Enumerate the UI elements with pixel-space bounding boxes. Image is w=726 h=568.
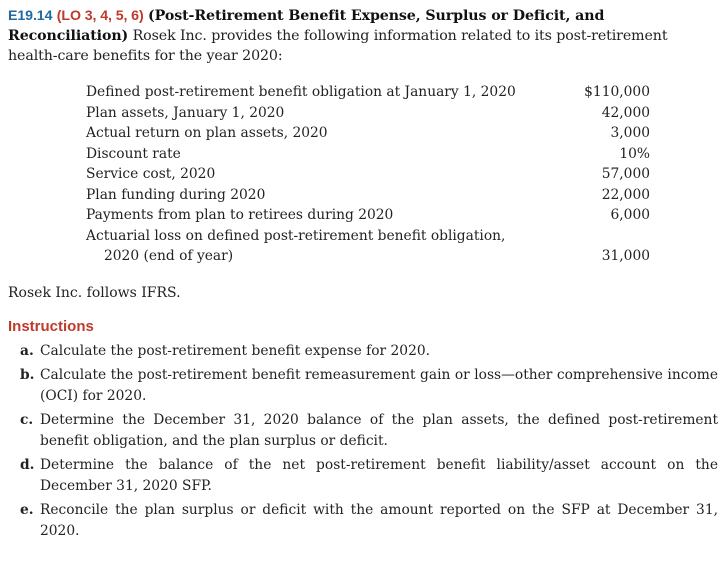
table-row <box>86 82 650 103</box>
item-letter: c. <box>20 412 34 428</box>
item-text: Determine the December 31, 2020 balance of the plan assets, the defined post-retirement benefit obligation, and the plan surplus or deficit. <box>40 412 718 449</box>
table-row <box>86 226 650 267</box>
row-label: Discount rate <box>86 145 181 162</box>
instructions-list <box>8 341 718 542</box>
row-label: Service cost, 2020 <box>86 166 216 182</box>
list-item <box>8 341 718 362</box>
row-amount: $110,000 <box>584 84 650 100</box>
row-label: Defined post-retirement benefit obligation at January 1, 2020 <box>86 84 516 100</box>
instructions-heading: Instructions <box>8 317 94 335</box>
row-amount: 22,000 <box>601 186 650 203</box>
item-text: Determine the balance of the net post-retirement benefit liability/asset account on the December 31, 2020 SFP. <box>40 457 718 494</box>
exercise-description: Rosek Inc. provides the following information related to its post-retirement health-care benefits for the year 2020: <box>8 28 668 64</box>
exercise-intro <box>8 6 718 66</box>
row-label: Actual return on plan assets, 2020 <box>86 125 328 141</box>
list-item <box>8 410 718 451</box>
item-text: Calculate the post-retirement benefit remeasurement gain or loss—other comprehensive income (OCI) for 2020. <box>40 367 718 404</box>
table-row <box>86 103 650 124</box>
exercise-topic: (Post-Retirement Benefit Expense, Surplus or Deficit, and Reconciliation) <box>8 8 605 44</box>
exercise-number: E19.14 <box>8 8 53 24</box>
row-label <box>86 226 575 267</box>
item-text: Calculate the post-retirement benefit expense for 2020. <box>40 342 431 359</box>
row-label: Plan assets, January 1, 2020 <box>86 104 285 121</box>
table-row <box>86 164 650 185</box>
ifrs-note: Rosek Inc. follows IFRS. <box>8 284 181 301</box>
item-letter: a. <box>20 342 34 359</box>
row-label-line1: Actuarial loss on defined post-retirement benefit obligation, <box>86 227 506 244</box>
row-amount: 6,000 <box>610 207 650 223</box>
row-amount: 10% <box>619 145 650 162</box>
item-letter: e. <box>20 502 34 518</box>
table-row <box>86 205 650 226</box>
row-amount: 3,000 <box>610 125 650 141</box>
item-letter: b. <box>20 367 35 383</box>
learning-objectives: (LO 3, 4, 5, 6) <box>56 8 144 24</box>
table-row <box>86 123 650 144</box>
row-label: Payments from plan to retirees during 2020 <box>86 207 394 223</box>
row-amount: 57,000 <box>601 166 650 182</box>
list-item <box>8 500 718 541</box>
item-letter: d. <box>20 457 35 473</box>
item-text: Reconcile the plan surplus or deficit with the amount reported on the SFP at December 31, 2020. <box>40 502 718 539</box>
row-label-line2: 2020 (end of year) <box>104 248 234 264</box>
table-row <box>86 144 650 165</box>
list-item <box>8 455 718 496</box>
row-amount: 42,000 <box>601 104 650 121</box>
row-amount: 31,000 <box>601 248 650 264</box>
table-row <box>86 185 650 206</box>
list-item <box>8 365 718 406</box>
row-label: Plan funding during 2020 <box>86 186 266 203</box>
data-table <box>86 82 650 267</box>
